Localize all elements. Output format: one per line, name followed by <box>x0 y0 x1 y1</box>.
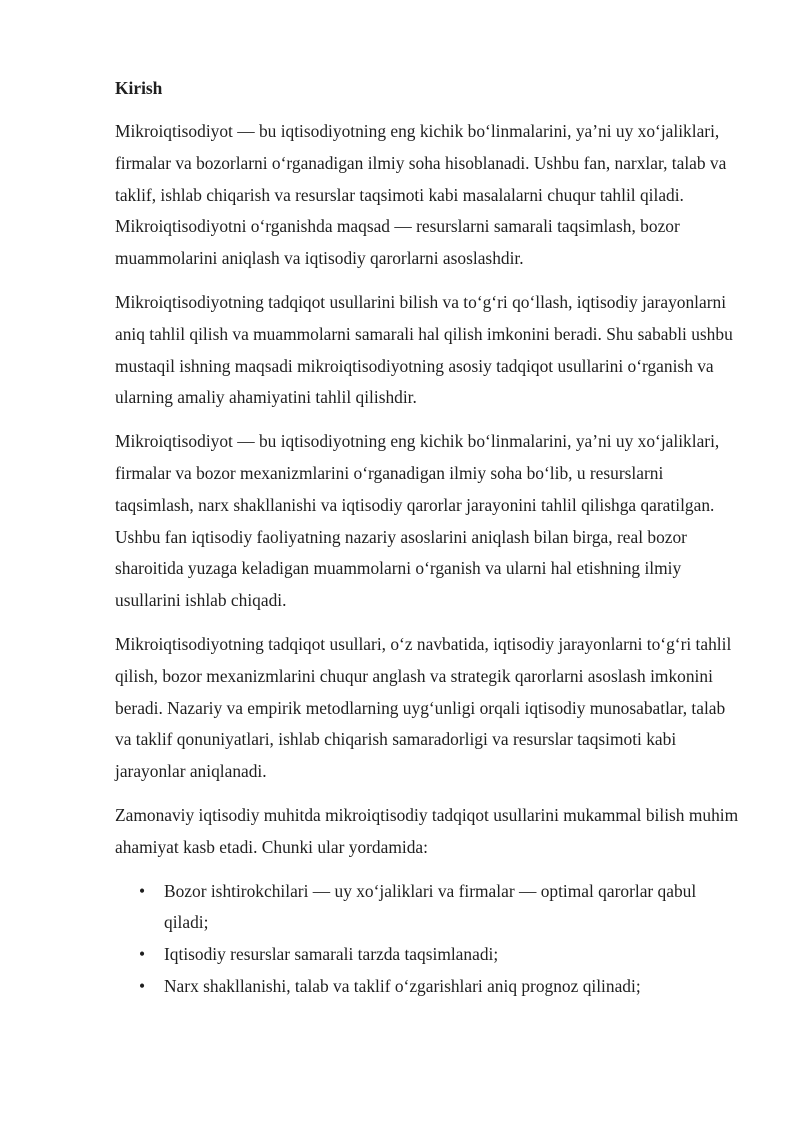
list-item-text: Iqtisodiy resurslar samarali tarzda taqsimlanadi; <box>164 944 499 965</box>
paragraph-1: Mikroiqtisodiyot — bu iqtisodiyotning eng kichik bo‘linmalarini, ya’ni uy xo‘jaliklari, firmalar va bozorlarni o‘rganadigan ilmiy soha hisoblanadi. Ushbu fan, narxlar, talab va taklif, ishlab chiqarish va resurslar taqsimoti kabi masalalarni chuqur tahlil qiladi. Mikroiqtisodiyotni o‘rganishda maqsad — resurslarni samarali taqsimlash, bozor muammolarini aniqlash va iqtisodiy qarorlarni asoslashdir. <box>115 121 727 269</box>
section-heading: Kirish <box>115 78 163 98</box>
list-item <box>115 939 740 971</box>
bullet-icon: • <box>139 975 146 996</box>
document-page <box>115 74 740 1003</box>
list-item <box>115 971 740 1003</box>
paragraph-2: Mikroiqtisodiyotning tadqiqot usullarini bilish va to‘g‘ri qo‘llash, iqtisodiy jarayonlarni aniq tahlil qilish va muammolarni samarali hal qilish imkonini beradi. Shu sababli ushbu mustaqil ishning maqsadi mikroiqtisodiyotning asosiy tadqiqot usullarini o‘rganish va ularning amaliy ahamiyatini tahlil qilishdir. <box>115 291 733 408</box>
paragraph-4: Mikroiqtisodiyotning tadqiqot usullari, o‘z navbatida, iqtisodiy jarayonlarni to‘g‘ri tahlil qilish, bozor mexanizmlarini chuqur anglash va strategik qarorlarni asoslash imkonini beradi. Nazariy va empirik metodlarning uyg‘unligi orqali iqtisodiy munosabatlar, talab va taklif qonuniyatlari, ishlab chiqarish samaradorligi va resurslar taqsimoti kabi jarayonlar aniqlanadi. <box>115 633 732 782</box>
paragraph-5: Zamonaviy iqtisodiy muhitda mikroiqtisodiy tadqiqot usullarini mukammal bilish muhim ahamiyat kasb etadi. Chunki ular yordamida: <box>115 804 739 857</box>
bullet-icon: • <box>139 880 146 901</box>
list-item-text: Bozor ishtirokchilari — uy xo‘jaliklari va firmalar — optimal qarorlar qabul qiladi; <box>164 880 697 933</box>
paragraph-3: Mikroiqtisodiyot — bu iqtisodiyotning eng kichik bo‘linmalarini, ya’ni uy xo‘jaliklari, firmalar va bozor mexanizmlarini o‘rganadigan ilmiy soha bo‘lib, u resurslarni taqsimlash, narx shakllanishi va iqtisodiy qarorlar jarayonini tahlil qilishga qaratilgan. Ushbu fan iqtisodiy faoliyatning nazariy asoslarini aniqlash bilan birga, real bozor sharoitida yuzaga keladigan muammolarni o‘rganish va ularni hal etishning ilmiy usullarini ishlab chiqadi. <box>115 431 720 611</box>
bullet-list <box>115 876 740 1003</box>
list-item-text: Narx shakllanishi, talab va taklif o‘zgarishlari aniq prognoz qilinadi; <box>164 975 641 996</box>
bullet-icon: • <box>139 944 146 965</box>
list-item <box>115 876 740 940</box>
